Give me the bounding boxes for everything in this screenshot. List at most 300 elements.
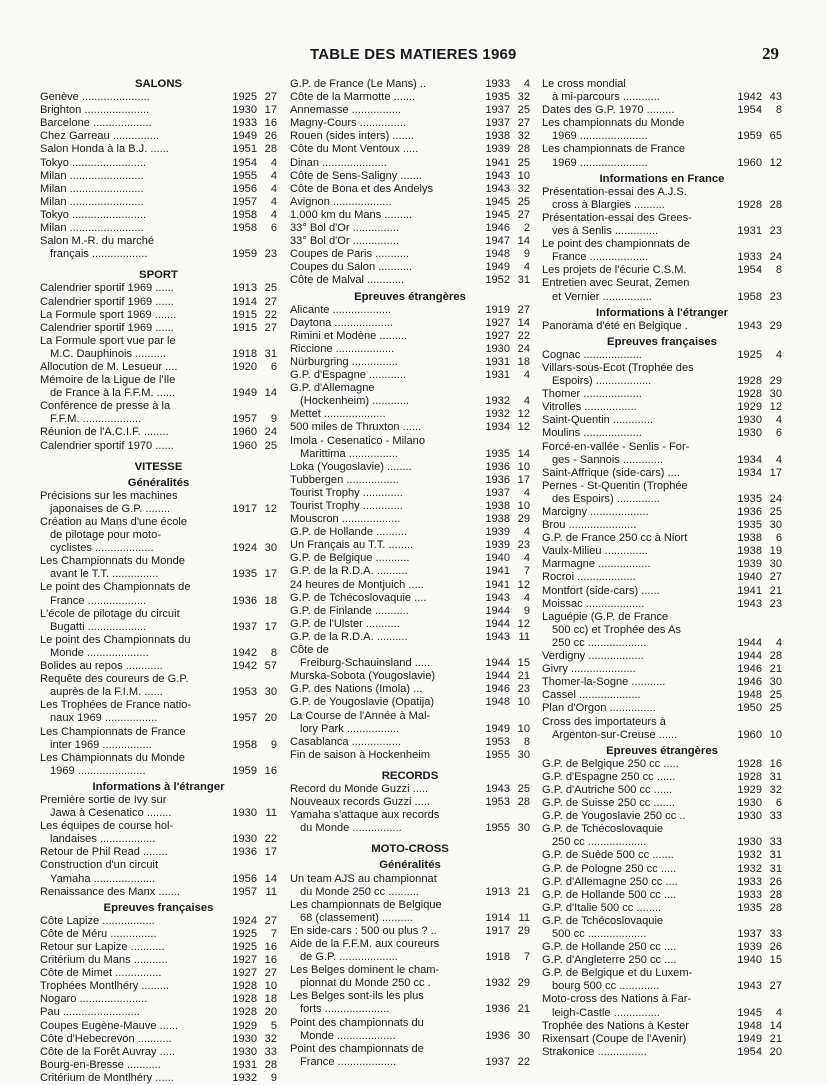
entry-issue-number: 1944 <box>485 617 510 630</box>
entry-page-number: 14 <box>517 235 530 248</box>
toc-entry <box>542 967 782 993</box>
entry-title-line: Thomer ................... <box>542 388 642 401</box>
toc-entry <box>40 941 277 954</box>
entry-issue-number: 1943 <box>737 597 762 610</box>
entry-issue-number: 1937 <box>737 928 762 940</box>
entry-title-line: Côte de Bona et des Andelys <box>290 182 434 195</box>
toc-column-2 <box>290 78 530 1069</box>
entry-page-number: 22 <box>264 308 277 321</box>
entry-issue-number: 1940 <box>737 954 762 967</box>
entry-title-line: Marmagne ................. <box>542 558 651 571</box>
entry-page-number: 31 <box>517 274 530 287</box>
toc-entry <box>290 605 530 618</box>
entry-title-line: Brighton ..................... <box>40 104 150 117</box>
entry-page-number: 22 <box>264 833 277 846</box>
entry-issue-number: 1951 <box>232 143 257 156</box>
entry-issue-number: 1941 <box>485 578 510 591</box>
entry-title-line: japonaises de G.P. ........ <box>50 502 171 515</box>
entry-issue-number: 1947 <box>485 235 510 248</box>
entry-title-line: Première sortie de Ivy sur <box>40 793 167 806</box>
toc-column-1 <box>40 78 277 1085</box>
toc-entry <box>40 209 277 222</box>
entry-page-number: 30 <box>769 676 782 689</box>
toc-entry <box>542 117 782 143</box>
entry-issue-number: 1938 <box>737 532 762 545</box>
entry-page-number: 10 <box>517 500 530 512</box>
entry-issue-number: 1958 <box>232 222 257 235</box>
entry-issue-number: 1917 <box>232 502 257 515</box>
toc-entry <box>542 467 782 480</box>
toc-entry <box>542 716 782 742</box>
entry-page-number: 28 <box>769 650 782 663</box>
entry-title-line: Dinan ..................... <box>290 156 387 169</box>
entry-issue-number: 1943 <box>485 169 510 182</box>
entry-issue-number: 1924 <box>232 914 257 927</box>
entry-title-line: leigh-Castle ............... <box>552 1006 660 1019</box>
toc-entry <box>290 618 530 631</box>
toc-entry <box>40 130 277 143</box>
entry-title-line: cyclistes ................... <box>50 542 154 555</box>
entry-page-number: 16 <box>264 764 277 777</box>
entry-title-line: Côte de Malval ............ <box>290 274 405 287</box>
toc-entry <box>542 320 782 333</box>
toc-entry <box>290 356 530 369</box>
entry-page-number: 9 <box>523 604 530 617</box>
entry-page-number: 4 <box>523 591 530 604</box>
entry-issue-number: 1943 <box>485 591 510 604</box>
toc-entry <box>290 683 530 696</box>
entry-issue-number: 1931 <box>232 1058 257 1071</box>
entry-page-number: 4 <box>270 169 277 182</box>
entry-issue-number: 1939 <box>485 526 510 539</box>
entry-title-line: Verdigny .................. <box>542 650 644 663</box>
entry-page-number: 5 <box>270 1019 277 1032</box>
entry-title-line: Dates des G.P. 1970 ......... <box>542 104 675 117</box>
subsection-heading: Informations en France <box>599 172 725 185</box>
entry-title-line: Bolides au repos ............ <box>40 660 163 673</box>
entry-title-line: Coupes Eugène-Mauve ...... <box>40 1019 179 1032</box>
entry-title-line: Monde ................... <box>300 1029 396 1042</box>
entry-title-line: ges - Sannois ............. <box>552 453 663 466</box>
entry-page-number: 23 <box>769 597 782 610</box>
entry-title-line: Requête des coureurs de G.P. <box>40 673 189 686</box>
entry-issue-number: 1918 <box>232 347 257 360</box>
toc-entry <box>40 490 277 516</box>
entry-title-line: Trophée des Nations à Kester <box>542 1019 689 1032</box>
toc-entry <box>40 143 277 156</box>
entry-title-line: du Monde 250 cc .......... <box>300 885 420 898</box>
entry-title-line: L'école de pilotage du circuit <box>40 607 180 620</box>
entry-issue-number: 1943 <box>485 782 510 795</box>
toc-entry <box>40 91 277 104</box>
toc-entry <box>542 349 782 362</box>
toc-entry <box>290 117 530 130</box>
entry-page-number: 25 <box>769 506 782 518</box>
entry-title-line: Les championnats de Belgique <box>290 898 442 911</box>
entry-page-number: 33 <box>769 928 782 940</box>
entry-page-number: 31 <box>769 849 782 862</box>
entry-page-number: 4 <box>523 526 530 539</box>
entry-page-number: 28 <box>769 901 782 914</box>
entry-page-number: 12 <box>264 502 277 515</box>
toc-entry <box>290 222 530 235</box>
subsection-heading: Epreuves étrangères <box>354 290 466 303</box>
entry-issue-number: 1938 <box>737 545 762 558</box>
toc-entry <box>542 212 782 238</box>
entry-page-number: 28 <box>769 888 782 901</box>
entry-title-line: des Espoirs) .............. <box>552 492 660 505</box>
toc-entry <box>290 670 530 683</box>
toc-entry <box>542 414 782 427</box>
entry-issue-number: 1936 <box>485 1029 510 1042</box>
entry-title-line: Freiburg-Schauinsland ..... <box>300 657 431 670</box>
toc-entry <box>40 980 277 993</box>
entry-issue-number: 1936 <box>232 594 257 607</box>
entry-title-line: ves à Senlis .............. <box>552 225 659 238</box>
toc-entry <box>40 555 277 581</box>
toc-entry <box>40 928 277 941</box>
entry-title-line: Riccione ................... <box>290 342 395 355</box>
entry-page-number: 31 <box>769 862 782 875</box>
toc-entry <box>542 545 782 558</box>
entry-page-number: 18 <box>517 355 530 368</box>
entry-title-line: forts ..................... <box>300 1003 390 1016</box>
entry-issue-number: 1960 <box>232 439 257 452</box>
entry-page-number: 9 <box>270 1071 277 1084</box>
entry-issue-number: 1954 <box>737 104 762 117</box>
toc-entry <box>40 1006 277 1019</box>
entry-page-number: 24 <box>517 342 530 355</box>
toc-entry <box>290 317 530 330</box>
entry-title-line: de pilotage pour moto- <box>50 529 162 542</box>
entry-title-line: Allocution de M. Lesueur .... <box>40 360 178 373</box>
entry-page-number: 7 <box>523 565 530 578</box>
entry-title-line: G.P. de Hollande .......... <box>290 526 407 539</box>
entry-issue-number: 1914 <box>232 295 257 308</box>
toc-entry <box>290 382 530 408</box>
entry-title-line: Calendrier sportif 1970 ...... <box>40 439 174 452</box>
subsection-heading: Informations à l'étranger <box>92 780 225 793</box>
entry-page-number: 32 <box>769 783 782 796</box>
entry-page-number: 7 <box>270 927 277 940</box>
entry-title-line: 1.000 km du Mans ......... <box>290 208 413 221</box>
entry-page-number: 14 <box>517 316 530 329</box>
entry-title-line: Fin de saison à Hockenheim <box>290 748 430 761</box>
entry-issue-number: 1924 <box>232 542 257 555</box>
toc-entry <box>542 78 782 104</box>
entry-title-line: Les Belges dominent le cham- <box>290 964 440 977</box>
entry-title-line: Bugatti ................... <box>50 620 147 633</box>
toc-entry <box>542 480 782 506</box>
entry-issue-number: 1936 <box>737 506 762 518</box>
entry-title-line: Les Championnats du Monde <box>40 751 185 764</box>
toc-column-3 <box>542 78 782 1059</box>
entry-title-line: Brou ...................... <box>542 519 637 532</box>
entry-page-number: 16 <box>264 954 277 967</box>
entry-page-number: 23 <box>769 225 782 238</box>
entry-issue-number: 1937 <box>232 620 257 633</box>
entry-page-number: 25 <box>517 782 530 795</box>
entry-issue-number: 1941 <box>737 584 762 597</box>
entry-title-line: 24 heures de Montjuich ..... <box>290 578 424 591</box>
entry-title-line: G.P. des Nations (Imola) ... <box>290 683 423 696</box>
entry-issue-number: 1931 <box>485 369 510 382</box>
entry-issue-number: 1935 <box>232 568 257 581</box>
entry-issue-number: 1930 <box>232 807 257 820</box>
entry-title-line: Daytona ................... <box>290 316 393 329</box>
entry-title-line: G.P. d'Autriche 500 cc ...... <box>542 783 673 796</box>
entry-page-number: 29 <box>517 977 530 990</box>
entry-title-line: Milan ........................ <box>40 195 144 208</box>
entry-page-number: 25 <box>264 282 277 295</box>
entry-page-number: 4 <box>270 156 277 169</box>
entry-title-line: G.P. de Pologne 250 cc ..... <box>542 862 677 875</box>
entry-title-line: G.P. de Yougoslavie (Opatija) <box>290 696 435 709</box>
toc-entry <box>290 143 530 156</box>
entry-issue-number: 1932 <box>737 849 762 862</box>
entry-issue-number: 1932 <box>485 408 510 421</box>
entry-issue-number: 1948 <box>485 696 510 709</box>
toc-entry <box>542 401 782 414</box>
entry-page-number: 24 <box>264 426 277 439</box>
entry-title-line: Critérium du Mans ........... <box>40 954 168 967</box>
toc-entry <box>542 441 782 467</box>
entry-page-number: 4 <box>523 78 530 90</box>
entry-title-line: Nogaro ...................... <box>40 993 148 1006</box>
toc-entry <box>40 752 277 778</box>
toc-entry <box>290 1017 530 1043</box>
entry-page-number: 10 <box>517 460 530 473</box>
entry-page-number: 17 <box>769 466 782 479</box>
entry-title-line: Milan ........................ <box>40 222 144 235</box>
entry-title-line: Côte de Mimet ............... <box>40 967 162 980</box>
page-number: 29 <box>762 44 779 63</box>
toc-entry <box>290 78 530 91</box>
entry-issue-number: 1930 <box>232 1045 257 1058</box>
toc-entry <box>542 519 782 532</box>
entry-title-line: M.C. Dauphinois .......... <box>50 347 166 360</box>
entry-page-number: 27 <box>264 321 277 334</box>
toc-entry <box>542 863 782 876</box>
toc-entry <box>40 581 277 607</box>
toc-entry <box>542 663 782 676</box>
entry-issue-number: 1932 <box>232 1071 257 1084</box>
entry-title-line: Tokyo ........................ <box>40 208 147 221</box>
entry-page-number: 23 <box>517 683 530 696</box>
subsection-heading: Informations à l'étranger <box>596 306 728 319</box>
page-header <box>0 46 827 68</box>
toc-entry <box>542 954 782 967</box>
entry-title-line: Le point des Championnats de <box>40 581 191 594</box>
toc-entry <box>542 598 782 611</box>
entry-title-line: Côte de <box>290 644 329 657</box>
toc-entry <box>290 183 530 196</box>
page-title: TABLE DES MATIERES 1969 <box>310 46 517 63</box>
entry-issue-number: 1928 <box>737 388 762 401</box>
entry-page-number: 4 <box>775 1006 782 1019</box>
toc-entry <box>40 117 277 130</box>
toc-entry <box>542 1020 782 1033</box>
entry-issue-number: 1959 <box>232 764 257 777</box>
toc-entry <box>40 699 277 725</box>
toc-entry <box>542 689 782 702</box>
entry-title-line: Alicante ................... <box>290 303 392 316</box>
entry-title-line: Côte de Sens-Saligny ....... <box>290 169 422 182</box>
toc-entry <box>290 274 530 287</box>
entry-page-number: 25 <box>517 195 530 208</box>
toc-entry <box>40 1046 277 1059</box>
entry-issue-number: 1937 <box>485 104 510 117</box>
entry-issue-number: 1943 <box>737 980 762 993</box>
toc-entry <box>542 558 782 571</box>
entry-title-line: Montfort (side-cars) ...... <box>542 584 660 597</box>
entry-page-number: 8 <box>270 646 277 659</box>
entry-title-line: Un team AJS au championnat <box>290 872 437 885</box>
entry-page-number: 4 <box>775 348 782 361</box>
entry-title-line: France ................... <box>300 1055 397 1068</box>
entry-issue-number: 1957 <box>232 413 257 426</box>
entry-issue-number: 1953 <box>232 686 257 699</box>
entry-title-line: Chez Garreau ............... <box>40 130 159 143</box>
toc-entry <box>542 810 782 823</box>
toc-entry <box>290 196 530 209</box>
toc-entry <box>542 532 782 545</box>
section-heading: SALONS <box>134 78 183 90</box>
entry-title-line: Côte de la Marmotte ....... <box>290 91 416 104</box>
entry-page-number: 11 <box>518 911 530 924</box>
entry-title-line: Milan ........................ <box>40 169 144 182</box>
entry-issue-number: 1943 <box>485 630 510 643</box>
entry-title-line: 1969 ...................... <box>50 764 146 777</box>
entry-issue-number: 1925 <box>737 348 762 361</box>
toc-entry <box>542 585 782 598</box>
entry-issue-number: 1948 <box>737 689 762 702</box>
entry-title-line: 500 cc ................... <box>552 928 647 940</box>
entry-page-number: 28 <box>517 796 530 809</box>
entry-title-line: Calendrier sportif 1969 ...... <box>40 295 174 308</box>
entry-title-line: G.P. de Tchécoslovaquie <box>542 823 664 836</box>
entry-page-number: 4 <box>775 453 782 466</box>
entry-page-number: 25 <box>769 702 782 715</box>
entry-title-line: G.P. d'Angleterre 250 cc .... <box>542 954 677 967</box>
entry-title-line: Bourg-en-Bresse ........... <box>40 1058 161 1071</box>
entry-page-number: 6 <box>270 360 277 373</box>
entry-title-line: Trophées Montlhéry ......... <box>40 980 170 993</box>
entry-page-number: 2 <box>523 222 530 235</box>
entry-issue-number: 1957 <box>232 885 257 898</box>
entry-issue-number: 1958 <box>737 290 762 303</box>
entry-issue-number: 1944 <box>737 650 762 663</box>
entry-issue-number: 1960 <box>232 426 257 439</box>
toc-entry <box>40 859 277 885</box>
subsection-heading: Généralités <box>379 859 441 872</box>
entry-title-line: Coupes du Salon ........... <box>290 261 413 274</box>
entry-title-line: Magny-Cours ............... <box>290 117 406 130</box>
toc-entry <box>290 500 530 513</box>
toc-entry <box>290 796 530 809</box>
entry-title-line: Pernes - St-Quentin (Trophée <box>542 479 688 492</box>
entry-title-line: Vaulx-Milieu .............. <box>542 545 648 558</box>
toc-entry <box>290 304 530 317</box>
toc-entry <box>290 990 530 1016</box>
subsection-heading: Généralités <box>127 476 190 489</box>
entry-title-line: Record du Monde Guzzi ..... <box>290 782 429 795</box>
entry-issue-number: 1955 <box>485 822 510 835</box>
toc-entry <box>290 710 530 736</box>
entry-issue-number: 1928 <box>737 375 762 388</box>
entry-title-line: Calendrier sportif 1969 ...... <box>40 321 174 334</box>
toc-entry <box>40 104 277 117</box>
entry-title-line: Espoirs) .................. <box>552 375 652 388</box>
entry-title-line: G.P. de la R.D.A. .......... <box>290 630 408 643</box>
entry-page-number: 4 <box>523 395 530 408</box>
entry-issue-number: 1959 <box>737 130 762 143</box>
toc-entry <box>40 440 277 453</box>
toc-entry <box>40 886 277 899</box>
entry-title-line: G.P. de Tchécoslovaquie .... <box>290 591 427 604</box>
entry-issue-number: 1930 <box>737 427 762 440</box>
entry-page-number: 8 <box>775 104 782 117</box>
toc-entry <box>290 565 530 578</box>
toc-entry <box>40 183 277 196</box>
entry-title-line: G.P. d'Espagne ............ <box>290 369 406 382</box>
entry-page-number: 30 <box>769 558 782 571</box>
entry-title-line: Mettet .................... <box>290 408 386 421</box>
toc-entry <box>290 513 530 526</box>
toc-entry <box>542 186 782 212</box>
entry-title-line: Présentation-essai des A.J.S. <box>542 185 687 198</box>
entry-page-number: 4 <box>523 369 530 382</box>
entry-title-line: La Formule sport vue par le <box>40 334 176 347</box>
entry-page-number: 14 <box>517 447 530 460</box>
entry-title-line: G.P. de Finlande ........... <box>290 604 409 617</box>
toc-entry <box>542 915 782 941</box>
entry-issue-number: 1915 <box>232 321 257 334</box>
entry-issue-number: 1928 <box>232 1006 257 1019</box>
entry-page-number: 27 <box>769 980 782 993</box>
toc-entry <box>40 170 277 183</box>
toc-entry <box>542 784 782 797</box>
toc-entry <box>40 954 277 967</box>
entry-page-number: 24 <box>769 492 782 505</box>
entry-page-number: 29 <box>517 513 530 526</box>
entry-title-line: Marittima ................ <box>300 447 399 460</box>
entry-page-number: 33 <box>264 1045 277 1058</box>
entry-title-line: Yamaha .................... <box>50 872 156 885</box>
entry-title-line: Calendrier sportif 1969 ...... <box>40 282 174 295</box>
entry-issue-number: 1934 <box>737 453 762 466</box>
toc-entry <box>40 196 277 209</box>
entry-title-line: Plan d'Orgon ............... <box>542 702 656 715</box>
entry-page-number: 22 <box>517 329 530 342</box>
entry-issue-number: 1942 <box>737 91 762 104</box>
entry-title-line: La Course de l'Année à Mal- <box>290 709 431 722</box>
entry-issue-number: 1945 <box>737 1006 762 1019</box>
entry-issue-number: 1955 <box>485 748 510 761</box>
toc-entry <box>542 902 782 915</box>
toc-entry <box>40 794 277 820</box>
entry-title-line: Genève ...................... <box>40 91 150 104</box>
toc-entry <box>40 846 277 859</box>
toc-entry <box>40 608 277 634</box>
entry-issue-number: 1941 <box>485 565 510 578</box>
entry-title-line: Réunion de l'A.C.I.F. ........ <box>40 426 169 439</box>
entry-issue-number: 1949 <box>737 1032 762 1045</box>
entry-page-number: 29 <box>769 319 782 332</box>
entry-title-line: Cross des importateurs à <box>542 715 666 728</box>
entry-title-line: Cognac ................... <box>542 348 642 361</box>
entry-issue-number: 1930 <box>737 810 762 823</box>
